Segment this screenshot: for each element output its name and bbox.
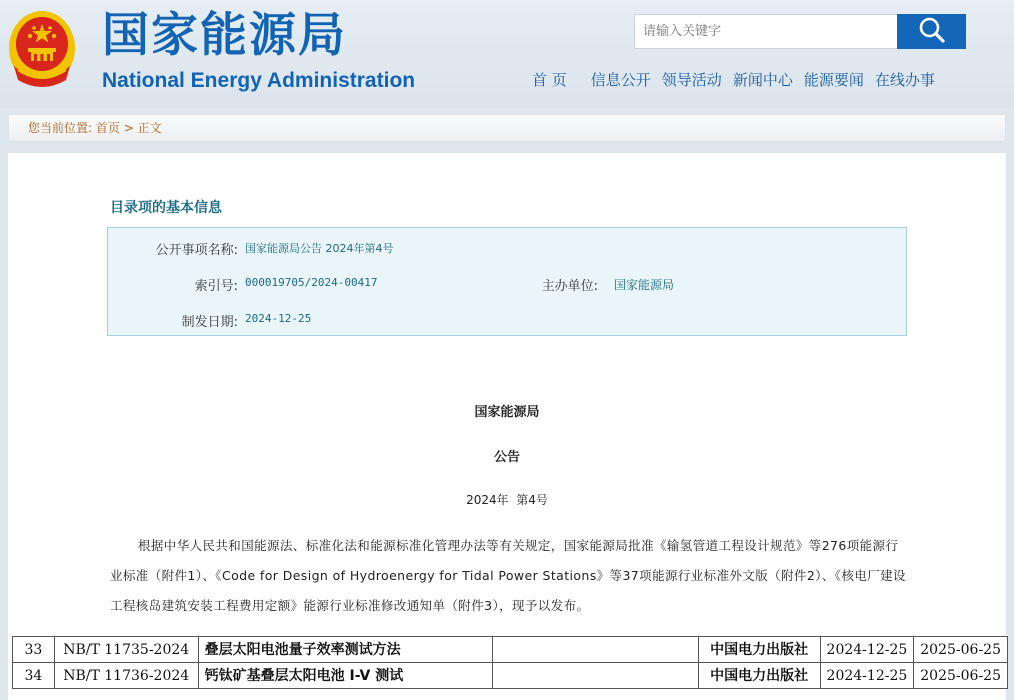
document-issuer: 国家能源局 [474, 405, 540, 420]
site-title-cn[interactable]: 国家能源局 [102, 8, 347, 63]
row-name: 钙钛矿基叠层太阳电池 I-V 测试 [198, 663, 492, 689]
catalog-org-label: 主办单位: [541, 279, 598, 294]
row-no: 33 [13, 637, 55, 663]
table-row [13, 663, 1008, 689]
breadcrumb-separator: > [119, 121, 138, 135]
national-emblem-icon[interactable] [8, 10, 76, 88]
row-code: NB/T 11735-2024 [54, 637, 198, 663]
row-no: 34 [13, 663, 55, 689]
document-number: 2024年 第4号 [466, 493, 548, 507]
nav-item-leader-activities[interactable]: 领导活动 [661, 71, 722, 89]
row-publisher: 中国电力出版社 [698, 663, 820, 689]
nav-item-home[interactable]: 首 页 [532, 71, 567, 89]
table-row [13, 637, 1008, 663]
row-issued: 2024-12-25 [820, 637, 914, 663]
breadcrumb-prefix: 您当前位置: [28, 121, 93, 135]
catalog-index-value: 000019705/2024-00417 [245, 276, 378, 289]
row-replaces [492, 637, 698, 663]
row-name: 叠层太阳电池量子效率测试方法 [198, 637, 492, 663]
nav-item-news-center[interactable]: 新闻中心 [732, 71, 793, 89]
nav-item-online-services[interactable]: 在线办事 [874, 71, 935, 89]
catalog-index-label: 索引号: [194, 279, 238, 294]
breadcrumb [8, 114, 1006, 142]
row-issued: 2024-12-25 [820, 663, 914, 689]
document-paragraph: 根据中华人民共和国能源法、标准化法和能源标准化管理办法等有关规定，国家能源局批准《输氢管道工程设计规范》等276项能源行业标准（附件1）、《Code for Design of Hydroenergy for Tidal Power Stations》等37项能源行业标准外文版（附件2）、《核电厂建设工程核岛建筑安装工程费用定额》能源行业标准修改通知单（附件3），现予以发布。 [110, 538, 906, 613]
row-effective: 2025-06-25 [914, 663, 1008, 689]
row-effective: 2025-06-25 [914, 637, 1008, 663]
catalog-date-value: 2024-12-25 [245, 312, 312, 325]
row-replaces [492, 663, 698, 689]
document-type: 公告 [493, 450, 520, 465]
catalog-info-box [107, 227, 907, 336]
search-input[interactable] [634, 14, 898, 49]
row-publisher: 中国电力出版社 [698, 637, 820, 663]
catalog-name-value: 国家能源局公告 2024年第4号 [245, 242, 394, 255]
breadcrumb-home-link[interactable]: 首页 [95, 121, 120, 135]
row-code: NB/T 11736-2024 [54, 663, 198, 689]
standards-table [12, 636, 1008, 689]
main-nav [532, 68, 935, 92]
search-icon [917, 15, 947, 49]
site-header [0, 0, 1014, 108]
catalog-section-title: 目录项的基本信息 [110, 200, 222, 216]
breadcrumb-current: 正文 [137, 121, 162, 135]
nav-item-energy-news[interactable]: 能源要闻 [803, 71, 864, 89]
catalog-name-label: 公开事项名称: [155, 243, 238, 258]
catalog-org-value: 国家能源局 [614, 278, 675, 292]
article-content [8, 153, 1006, 700]
search-button[interactable] [897, 14, 966, 49]
site-title-en[interactable]: National Energy Administration [102, 69, 416, 92]
nav-item-info-disclosure[interactable]: 信息公开 [590, 71, 651, 89]
catalog-date-label: 制发日期: [181, 315, 238, 330]
